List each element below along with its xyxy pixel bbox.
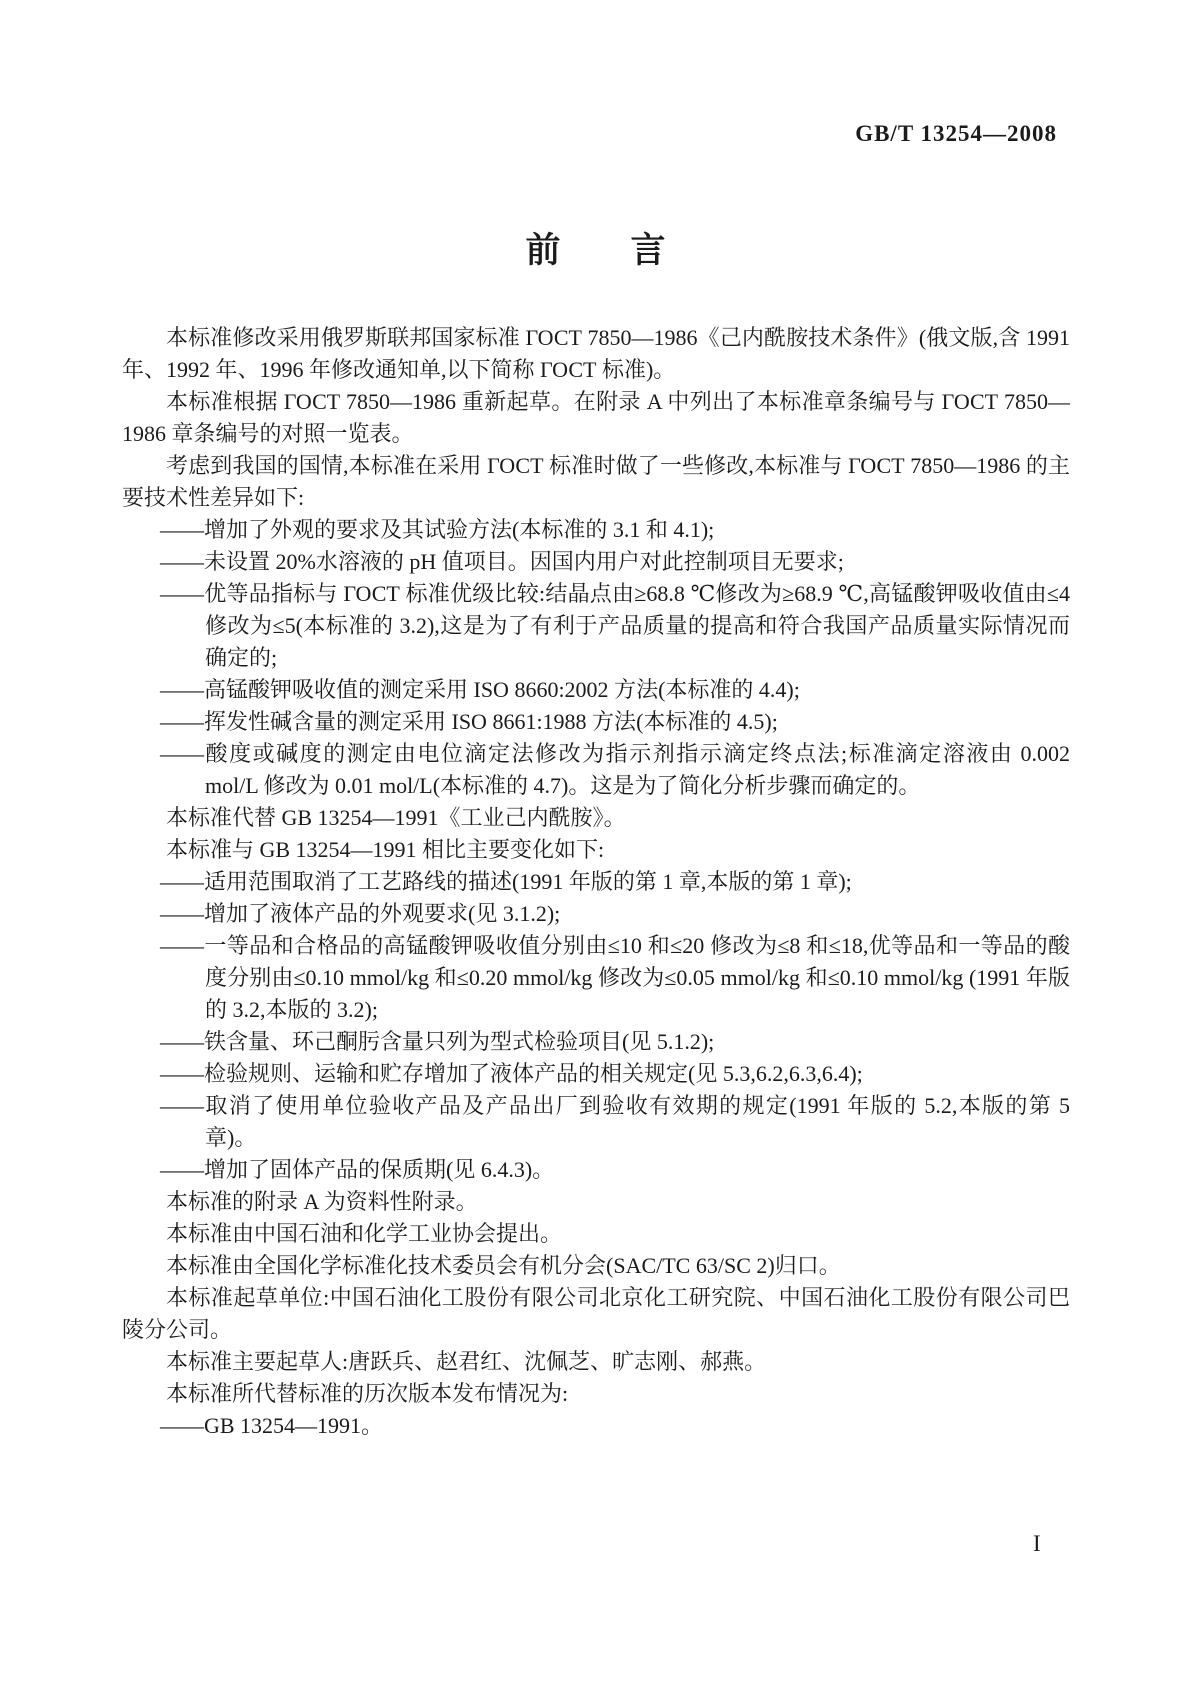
doc-number: GB/T 13254—2008 (855, 121, 1057, 146)
paragraph: 考虑到我国的国情,本标准在采用 ГОСТ 标准时做了一些修改,本标准与 ГОСТ 7850—1986 的主要技术性差异如下: (122, 453, 1070, 510)
paragraph: 本标准的附录 A 为资料性附录。 (166, 1189, 478, 1214)
dash-item: ——未设置 20%水溶液的 pH 值项目。因国内用户对此控制项目无要求; (160, 549, 844, 574)
page-title: 前 言 (525, 231, 666, 270)
dash-item: ——取消了使用单位验收产品及产品出厂到验收有效期的规定(1991 年版的 5.2,本版的第 5 章)。 (160, 1093, 1070, 1150)
dash-item: ——GB 13254—1991。 (160, 1413, 384, 1438)
dash-item: ——挥发性碱含量的测定采用 ISO 8661:1988 方法(本标准的 4.5); (160, 709, 778, 734)
paragraph: 本标准由中国石油和化学工业协会提出。 (166, 1221, 563, 1246)
paragraph: 本标准由全国化学标准化技术委员会有机分会(SAC/TC 63/SC 2)归口。 (166, 1253, 841, 1278)
dash-item: ——增加了固体产品的保质期(见 6.4.3)。 (160, 1157, 555, 1182)
dash-item: ——优等品指标与 ГОСТ 标准优级比较:结晶点由≥68.8 ℃修改为≥68.9 ℃,高锰酸钾吸收值由≤4 修改为≤5(本标准的 3.2),这是为了有利于产品质量的提高和符合我国产品质量实际情况而确定的; (160, 581, 1070, 670)
dash-item: ——检验规则、运输和贮存增加了液体产品的相关规定(见 5.3,6.2,6.3,6.4); (160, 1061, 863, 1086)
dash-item: ——高锰酸钾吸收值的测定采用 ISO 8660:2002 方法(本标准的 4.4); (160, 677, 800, 702)
page-number: I (1033, 1531, 1041, 1556)
paragraph: 本标准根据 ГОСТ 7850—1986 重新起草。在附录 A 中列出了本标准章条编号与 ГОСТ 7850—1986 章条编号的对照一览表。 (122, 389, 1070, 446)
dash-item: ——增加了液体产品的外观要求(见 3.1.2); (160, 901, 561, 926)
paragraph: 本标准代替 GB 13254—1991《工业己内酰胺》。 (166, 805, 626, 830)
dash-item: ——一等品和合格品的高锰酸钾吸收值分别由≤10 和≤20 修改为≤8 和≤18,优等品和一等品的酸度分别由≤0.10 mmol/kg 和≤0.20 mmol/kg 修改为≤0.05 mmol/kg 和≤0.10 mmol/kg (1991 年版的 3.2,本版的 3.2); (160, 933, 1070, 1022)
dash-item: ——酸度或碱度的测定由电位滴定法修改为指示剂指示滴定终点法;标准滴定溶液由 0.002 mol/L 修改为 0.01 mol/L(本标准的 4.7)。这是为了简化分析步骤而确定的。 (160, 741, 1070, 798)
paragraph: 本标准起草单位:中国石油化工股份有限公司北京化工研究院、中国石油化工股份有限公司巴陵分公司。 (122, 1285, 1070, 1342)
dash-item: ——适用范围取消了工艺路线的描述(1991 年版的第 1 章,本版的第 1 章); (160, 869, 852, 894)
paragraph: 本标准修改采用俄罗斯联邦国家标准 ГОСТ 7850—1986《己内酰胺技术条件》(俄文版,含 1991 年、1992 年、1996 年修改通知单,以下简称 ГОСТ 标准)。 (122, 325, 1070, 382)
dash-item: ——铁含量、环己酮肟含量只列为型式检验项目(见 5.1.2); (160, 1029, 715, 1054)
paragraph: 本标准主要起草人:唐跃兵、赵君红、沈佩芝、旷志刚、郝燕。 (166, 1349, 767, 1374)
dash-item: ——增加了外观的要求及其试验方法(本标准的 3.1 和 4.1); (160, 517, 715, 542)
document-body (122, 322, 1070, 1442)
paragraph: 本标准与 GB 13254—1991 相比主要变化如下: (166, 837, 605, 862)
paragraph: 本标准所代替标准的历次版本发布情况为: (166, 1381, 569, 1406)
